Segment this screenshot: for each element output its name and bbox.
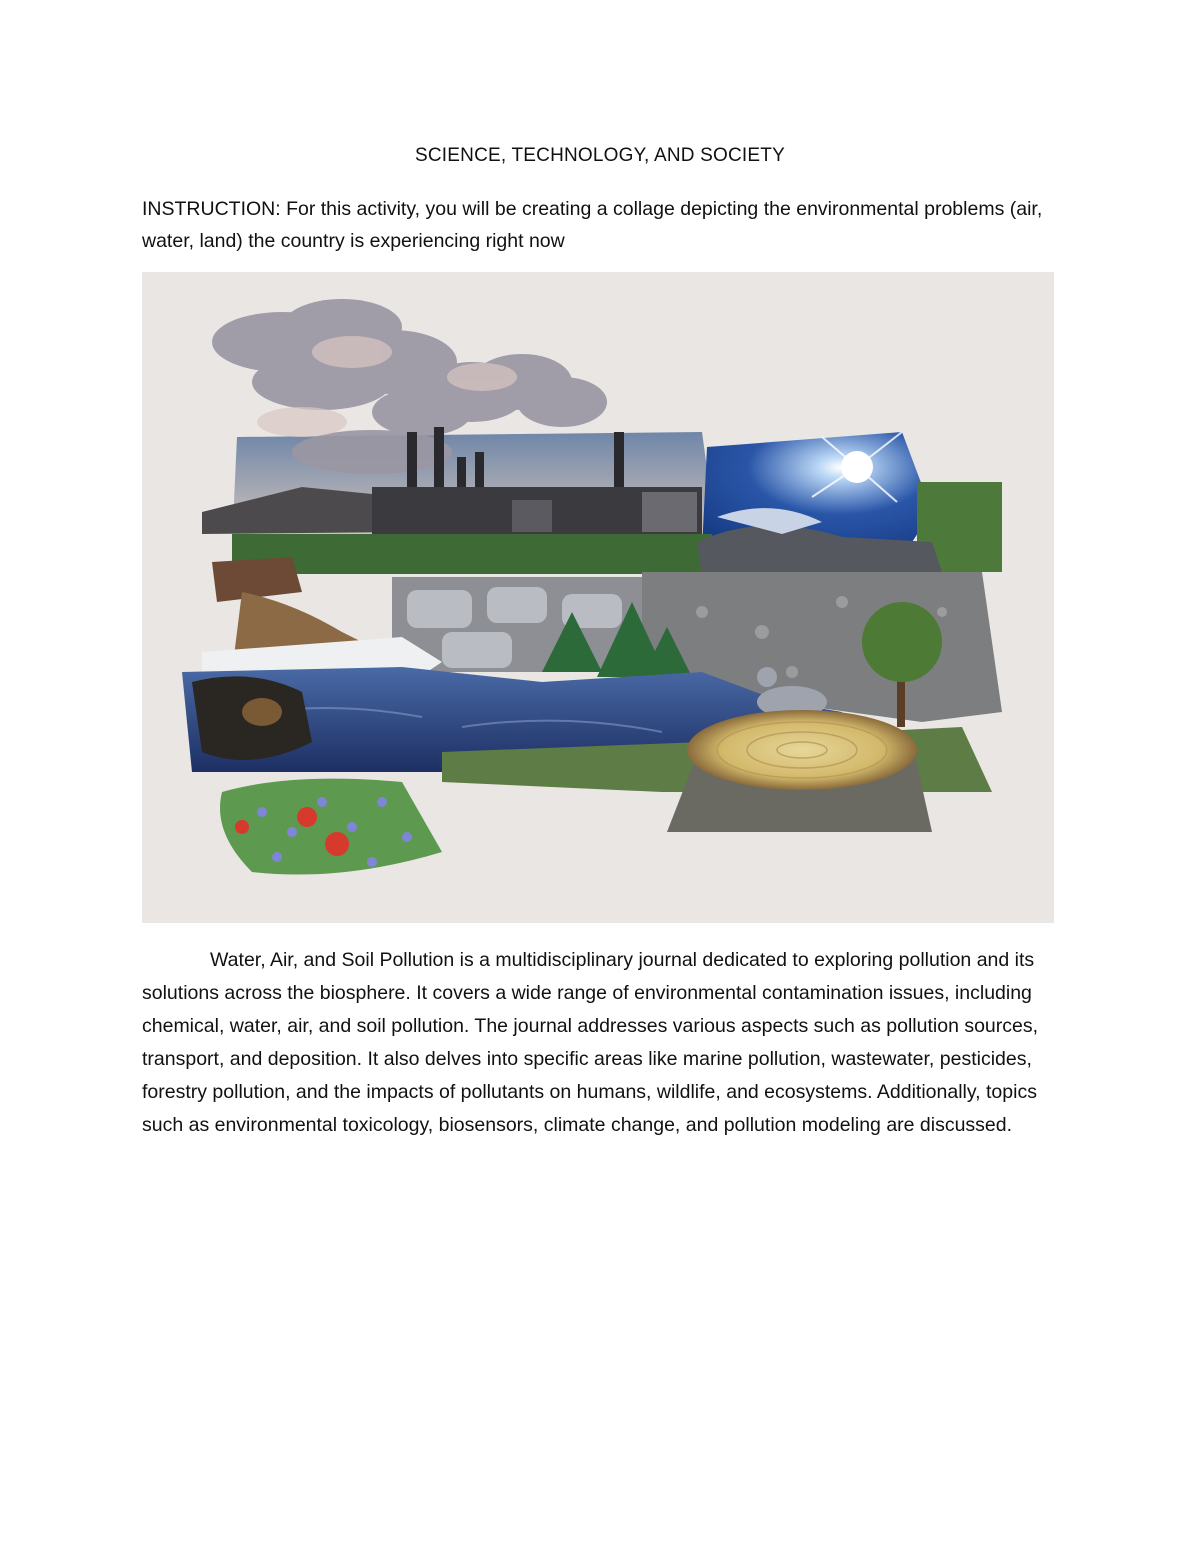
body-paragraph-text: Water, Air, and Soil Pollution is a multidisciplinary journal dedicated to exploring pollution and its solutions across the biosphere. It covers a wide range of environmental contamination issues, including chemical, water, air, and soil pollution. The journal addresses various aspects such as pollution sources, transport, and deposition. It also delves into specific areas like marine pollution, wastewater, pesticides, forestry pollution, and the impacts of pollutants on humans, wildlife, and ecosystems. Additionally, topics such as environmental toxicology, biosensors, climate change, and pollution modeling are discussed. [142,949,1039,1136]
collage-image [142,272,1054,923]
page-title: SCIENCE, TECHNOLOGY, AND SOCIETY [415,145,785,166]
pollution-collage-painting [142,272,1054,923]
instruction-text: INSTRUCTION: For this activity, you will be creating a collage depicting the environmental problems (air, water, land) the country is experiencing right now [142,198,1043,252]
body-paragraph [142,944,1062,1142]
